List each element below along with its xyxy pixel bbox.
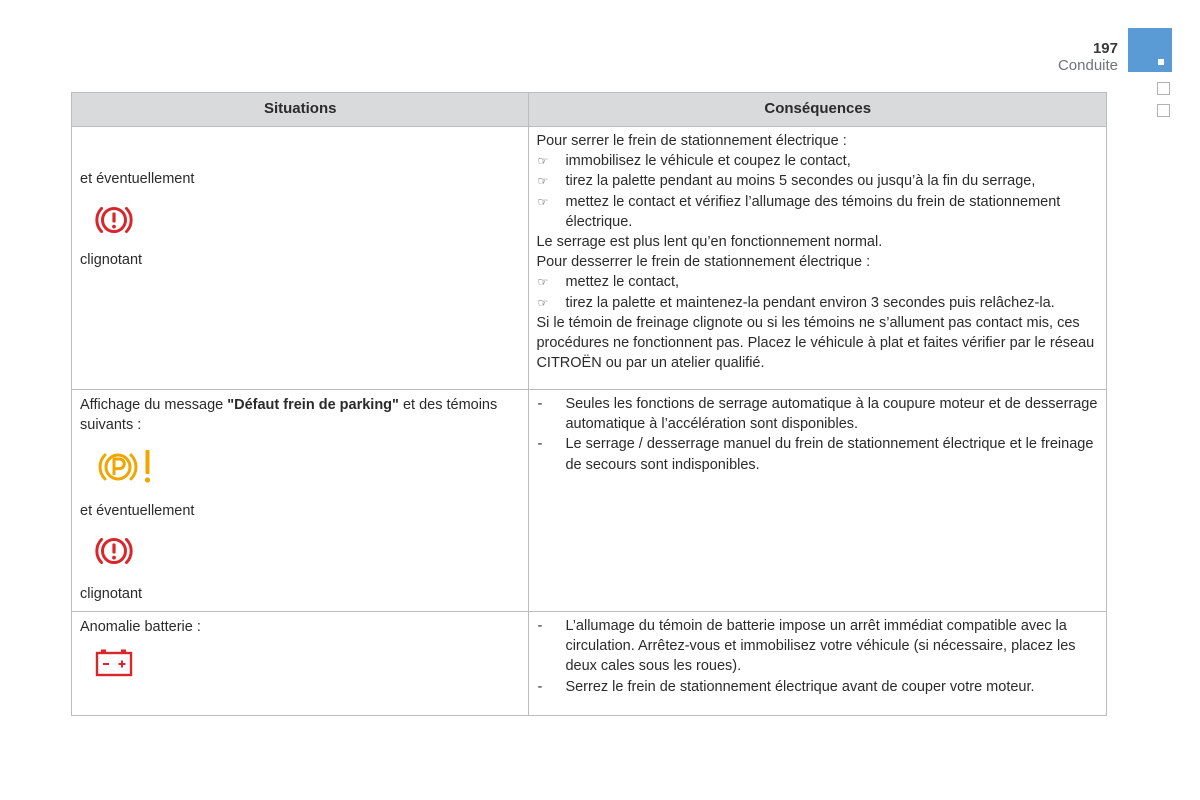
list-item [536, 192, 1098, 232]
table-row [72, 612, 1107, 716]
paragraph: Pour desserrer le frein de stationnement électrique : [536, 254, 871, 271]
situation-cell [72, 127, 529, 390]
list-item [536, 151, 1098, 171]
situation-cell [72, 612, 529, 716]
paragraph: Si le témoin de freinage clignote ou si les témoins ne s’allument pas contact mis, ces procédures ne fonctionnent pas. Placez le véhicule à plat et faites vérifier par le réseau CITROËN ou par un atelier qualifié. [536, 314, 1095, 372]
tab-dot [1158, 59, 1164, 65]
table-header-row [72, 93, 1107, 127]
table-row [72, 127, 1107, 390]
error-message: "Défaut frein de parking" [227, 397, 399, 413]
dash-marker: - [537, 436, 543, 453]
list-item [536, 293, 1098, 313]
consequence-cell [529, 390, 1107, 612]
list-item [536, 272, 1098, 292]
list-item-text: Serrez le frein de stationnement électrique avant de couper votre moteur. [565, 678, 1035, 695]
column-header-situations: Situations [72, 93, 529, 127]
column-header-consequences: Conséquences [529, 93, 1107, 127]
section-tab-marker [1128, 28, 1172, 72]
situation-text: et éventuellement [80, 171, 195, 187]
battery-warning-icon [95, 649, 521, 679]
page-number: 197 [1092, 40, 1118, 57]
list-item [536, 616, 1098, 677]
list-item-text: Seules les fonctions de serrage automatique à la coupure moteur et de desserrage automatique à l’accélération sont disponibles. [565, 396, 1098, 433]
table-row [72, 390, 1107, 612]
list-item [536, 171, 1098, 191]
situation-text: clignotant [80, 585, 143, 602]
paragraph: Pour serrer le frein de stationnement électrique : [536, 133, 847, 149]
tab-square-empty [1157, 82, 1170, 95]
pointing-hand-icon: ☞ [537, 154, 549, 169]
situation-cell [72, 390, 529, 612]
dash-marker: - [537, 396, 543, 412]
dash-marker: - [537, 618, 543, 634]
list-item [536, 394, 1098, 434]
list-item-text: Le serrage / desserrage manuel du frein de stationnement électrique et le freinage de secours sont indisponibles. [565, 436, 1094, 473]
list-item-text: mettez le contact et vérifiez l’allumage des témoins du frein de stationnement électrique. [565, 193, 1061, 230]
pointing-hand-icon: ☞ [537, 295, 549, 310]
list-item-text: tirez la palette pendant au moins 5 secondes ou jusqu’à la fin du serrage, [565, 173, 1036, 190]
situations-table [71, 92, 1107, 716]
parking-brake-fault-icon [94, 447, 521, 487]
list-item-text: tirez la palette et maintenez-la pendant environ 3 secondes puis relâchez-la. [565, 294, 1055, 311]
brake-warning-icon [94, 203, 521, 239]
pointing-hand-icon: ☞ [537, 275, 549, 290]
consequence-cell [529, 127, 1107, 390]
consequence-cell [529, 612, 1107, 716]
list-item-text: immobilisez le véhicule et coupez le contact, [565, 153, 851, 170]
page-header [1058, 40, 1118, 74]
situation-text: et éventuellement [80, 503, 195, 520]
situation-text: clignotant [80, 252, 143, 269]
pointing-hand-icon: ☞ [537, 174, 549, 189]
list-item-text: mettez le contact, [565, 274, 680, 291]
pointing-hand-icon: ☞ [537, 194, 549, 209]
list-item-text: L’allumage du témoin de batterie impose un arrêt immédiat compatible avec la circulation. Arrêtez-vous et immobilisez votre véhicule (si nécessaire, placez les deux cales sous les roues). [565, 618, 1076, 675]
section-title: Conduite [1057, 57, 1118, 74]
brake-warning-icon [94, 534, 521, 568]
situation-text: Anomalie batterie : [80, 619, 201, 635]
tab-square-empty [1157, 104, 1170, 117]
paragraph: Le serrage est plus lent qu’en fonctionnement normal. [536, 234, 883, 251]
situation-text: Affichage du message "Défaut frein de parking" et des témoins suivants : [80, 397, 498, 434]
list-item [536, 434, 1098, 474]
dash-marker: - [537, 678, 543, 695]
list-item [536, 677, 1098, 697]
